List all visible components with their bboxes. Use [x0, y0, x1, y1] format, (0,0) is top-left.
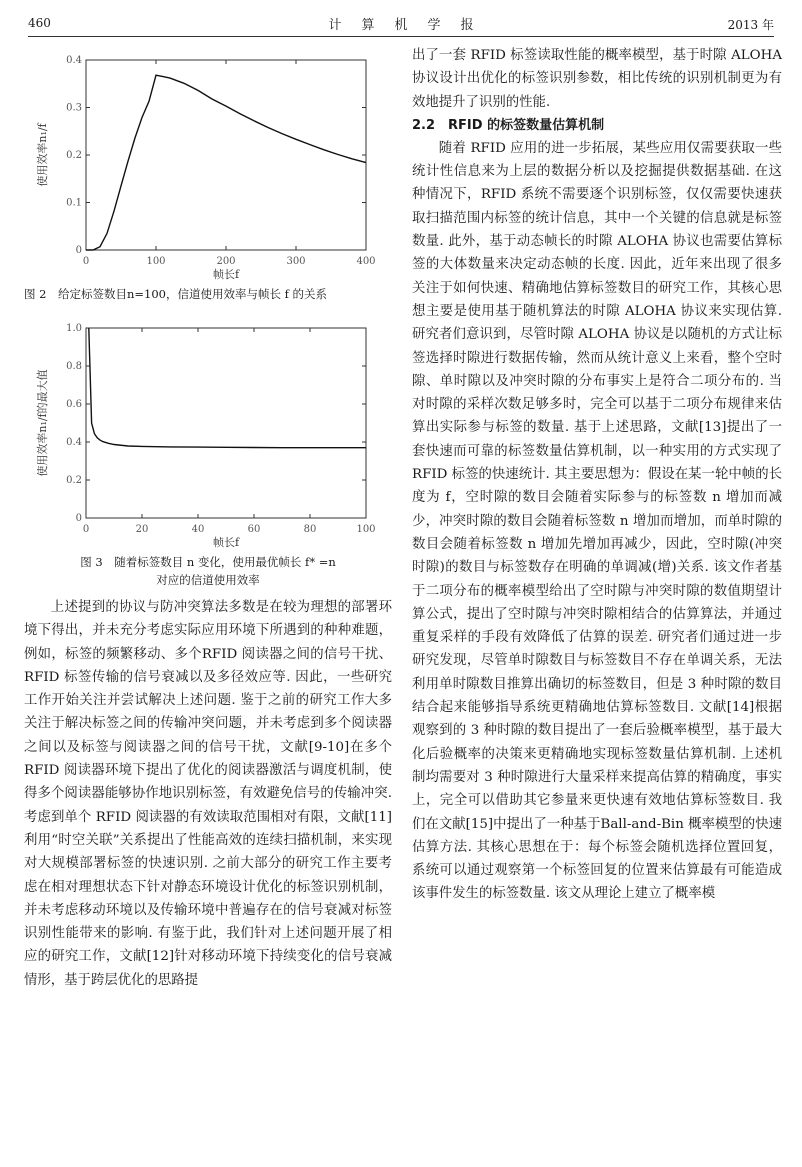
left-body-paragraph: 上述提到的协议与防冲突算法多数是在较为理想的部署环境下得出，并未充分考虑实际应用环境下所遇到的种种难题，例如，标签的频繁移动、多个RFID 阅读器之间的信号干扰、RFID 标签传输的信号衰减以及多径效应等. 因此，一些研究工作开始关注并尝试解决上述问题. 鉴于之前的研究工作大多关注于解决标签之间的传输冲突问题，并未考虑到多个阅读器之间以及标签与阅读器之间的信号干扰，文献[9-10]在多个 RFID 阅读器环境下提出了优化的阅读器激活与调度机制，使得多个阅读器能够协作地识别标签，有效避免信号的传输冲突. 考虑到单个 RFID 阅读器的有效读取范围相对有限，文献[11]利用“时空关联”关系提出了性能高效的连续扫描机制，来实现对大规模部署标签的快速识别. 之前大部分的研究工作主要考虑在相对理想状态下针对静态环境设计优化的标签识别机制，并未考虑移动环境以及传输环境中普遍存在的信号衰减对标签识别性能带来的影响. 有鉴于此，我们针对上述问题开展了相应的研究工作，文献[12]针对移动环境下持续变化的信号衰减情形，基于跨层优化的思路提: [24, 600, 392, 988]
fig3-x-tick-label: 60: [247, 524, 261, 535]
fig3-y-tick-label: 0.6: [66, 399, 82, 410]
journal-year: 2013 年: [727, 18, 774, 32]
fig2-y-tick-label: 0.2: [66, 150, 82, 161]
figure-2-caption: 图 2 给定标签数目n=100，信道使用效率与帧长 f 的关系: [24, 287, 328, 301]
fig3-x-tick-label: 80: [303, 524, 317, 535]
fig2-series-line: [86, 75, 366, 250]
page-number: 460: [28, 16, 51, 30]
page-header: [28, 12, 774, 34]
fig2-x-tick-label: 0: [82, 256, 90, 267]
right-body-paragraph: 随着 RFID 应用的进一步拓展，某些应用仅需要获取一些统计性信息来为上层的数据分析以及挖掘提供数据基础. 在这种情况下，RFID 系统不需要逐个识别标签，仅仅需要快速获取扫描范围内标签的统计信息，其中一个关键的信息就是标签数量. 此外，基于动态帧长的时隙 ALOHA 协议也需要估算标签的大体数量来决定动态帧的长度. 因此，近年来出现了很多关注于如何快速、精确地估算标签数目的研究工作，其核心思想主要是使用基于随机算法的时隙 ALOHA 协议来实现估算. 研究者们意识到，尽管时隙 ALOHA 协议是以随机的方式让标签选择时隙进行数据传输，然而从统计意义上来看，整个空时隙、单时隙以及冲突时隙的分布事实上是符合二项分布的. 当对时隙的采样次数足够多时，完全可以基于二项分布规律来估算出实际参与标签的数量. 基于上述思路，文献[13]提出了一套快速而可靠的标签数量估算机制，以一种实用的方式实现了RFID 标签的快速统计. 其主要思想为：假设在某一轮中帧的长度为 f，空时隙的数目会随着实际参与的标签数 n 增加而减少，冲突时隙的数目会随着标签数 n 增加而增加，而单时隙的数目会随着标签数 n 增加先增加再减少，因此，空时隙(冲突时隙)的数目与标签数存在明确的单调减(增)关系. 该文作者基于二项分布的概率模型给出了空时隙与冲突时隙的数值期望计算公式，提出了空时隙与冲突时隙相结合的估算算法，并通过重复采样的手段有效降低了估算的误差. 研究者们通过进一步研究发现，尽管单时隙数目与标签数目不存在单调关系，无法利用单时隙数目推算出确切的标签数目，但是 3 种时隙的数目结合起来能够指导系统更精确地估算标签数目. 文献[14]根据观察到的 3 种时隙的数目提出了一套后验概率模型，基于最大化后验概率的决策来更精确地实现标签数量估算机制. 上述机制均需要对 3 种时隙进行大量采样来提高估算的精确度，事实上，完全可以借助其它参量来更快速有效地估算标签数目. 我们在文献[15]中提出了一种基于Ball-and-Bin 概率模型的快速估算方法. 其核心思想在于：每个标签会随机选择位置回复，系统可以通过观察第一个标签回复的位置来估算最有可能造成该事件发生的标签数量. 该文从理论上建立了概率模: [412, 140, 782, 902]
fig3-y-tick-label: 0.4: [66, 437, 82, 448]
right-column: [412, 44, 782, 906]
fig3-x-tick-label: 40: [191, 524, 205, 535]
fig2-x-tick-label: 100: [146, 256, 166, 267]
fig3-y-tick-label: 0.8: [66, 361, 82, 372]
figure-2: [24, 44, 392, 302]
fig2-y-tick-label: 0: [75, 245, 82, 256]
figure-3-caption-line2: 对应的信道使用效率: [156, 573, 260, 587]
section-title: 2.2 RFID 的标签数量估算机制: [412, 117, 605, 133]
fig2-y-tick-label: 0.1: [66, 197, 82, 209]
fig3-series-line: [89, 328, 366, 448]
fig3-y-tick-label: 0: [75, 513, 82, 524]
right-top-paragraph: 出了一套 RFID 标签读取性能的概率模型，基于时隙 ALOHA 协议设计出优化的标签识别参数，相比传统的识别机制更为有效地提升了识别的性能.: [412, 48, 782, 110]
left-column: [24, 44, 392, 992]
figure-3-chart: [24, 312, 392, 552]
fig3-y-tick-label: 1.0: [66, 323, 82, 334]
fig2-y-tick-label: 0.4: [66, 55, 82, 66]
fig2-x-tick-label: 300: [286, 256, 306, 267]
fig3-plot-frame: [86, 328, 366, 518]
fig3-x-tick-label: 100: [356, 524, 376, 535]
fig2-plot-frame: [86, 60, 366, 250]
journal-name: 计算机学报: [328, 18, 494, 33]
fig3-x-tick-label: 0: [82, 524, 90, 535]
figure-2-chart: [24, 44, 392, 284]
figure-3-caption-line1: 图 3 随着标签数目 n 变化，使用最优帧长 f* =n: [80, 555, 336, 569]
fig2-y-axis-label: 使用效率n₁/f: [36, 123, 49, 187]
fig2-y-tick-label: 0.3: [66, 102, 82, 114]
fig3-x-axis-label: 帧长f: [212, 536, 240, 549]
fig2-x-tick-label: 200: [216, 256, 236, 267]
figure-3: [24, 312, 392, 588]
fig3-y-tick-label: 0.2: [66, 475, 82, 486]
fig2-x-axis-label: 帧长f: [212, 268, 240, 281]
header-rule: [28, 36, 774, 37]
fig3-y-axis-label: 使用效率n₁/f的最大值: [36, 369, 49, 477]
fig2-x-tick-label: 400: [356, 256, 376, 267]
fig3-x-tick-label: 20: [135, 524, 149, 535]
